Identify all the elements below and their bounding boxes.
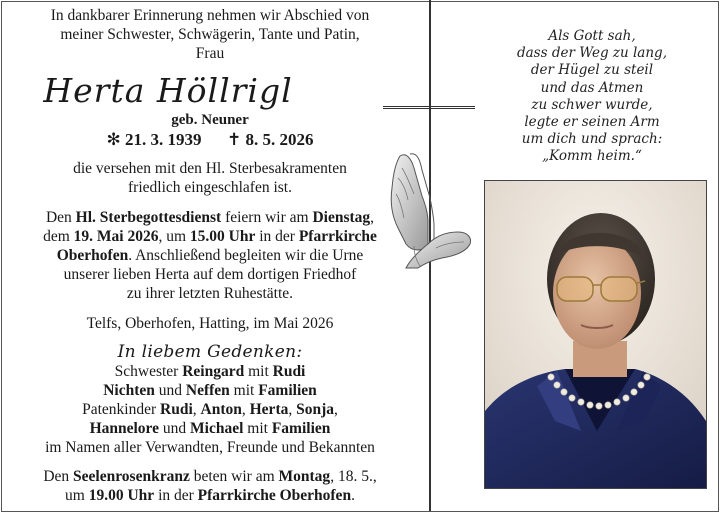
praying-hands-icon [384,148,476,270]
death-date: 8. 5. 2026 [245,130,314,149]
intro-line-2: meiner Schwester, Schwägerin, Tante und Patin, [60,26,360,43]
notice-text [4,6,416,505]
funeral-info: Den Hl. Sterbegottesdienst feiern wir am Dienstag, dem 19. Mai 2026, um 15.00 Uhr in der Pfarrkirche Oberhofen. Anschließend begleiten wir die Urne unserer lieben Herta auf dem dortigen Friedhof zu ihrer letzten Ruhestätte. [43,209,377,302]
star-icon: ✻ [106,130,121,149]
mourners-list: Schwester Reingard mit Rudi Nichten und Neffen mit Familien Patenkinder Rudi, Anton, Herta, Sonja, Hannelore und Michael mit Familien im Namen aller Verwandten, Freunde und Bekannten [45,363,375,456]
poem: Als Gott sah, dass der Weg zu lang, der Hügel zu steil und das Atmen zu schwer wurde, legte er seinen Arm um dich und sprach: „Komm heim.“ [516,28,667,165]
deceased-name: Herta Höllrigl [43,71,293,110]
rosary-info: Den Seelenrosenkranz beten wir am Montag, 18. 5., um 19.00 Uhr in der Pfarrkirche Oberhofen. [43,468,377,504]
sacraments-line-2: friedlich eingeschlafen ist. [128,179,292,196]
life-dates [4,130,416,150]
cross-horizontal-line [383,106,475,109]
intro-line-1: In dankbarer Erinnerung nehmen wir Abschied von [50,7,370,24]
gedenken-heading: In liebem Gedenken: [117,342,303,362]
intro-line-3: Frau [195,45,225,62]
portrait-photo [484,180,707,489]
sacraments-line-1: die versehen mit den Hl. Sterbesakramenten [73,160,347,177]
place-date: Telfs, Oberhofen, Hatting, im Mai 2026 [86,315,334,332]
birth-date: 21. 3. 1939 [125,130,202,149]
birth-name: geb. Neuner [171,112,249,128]
cross-icon: ✝ [227,130,242,149]
